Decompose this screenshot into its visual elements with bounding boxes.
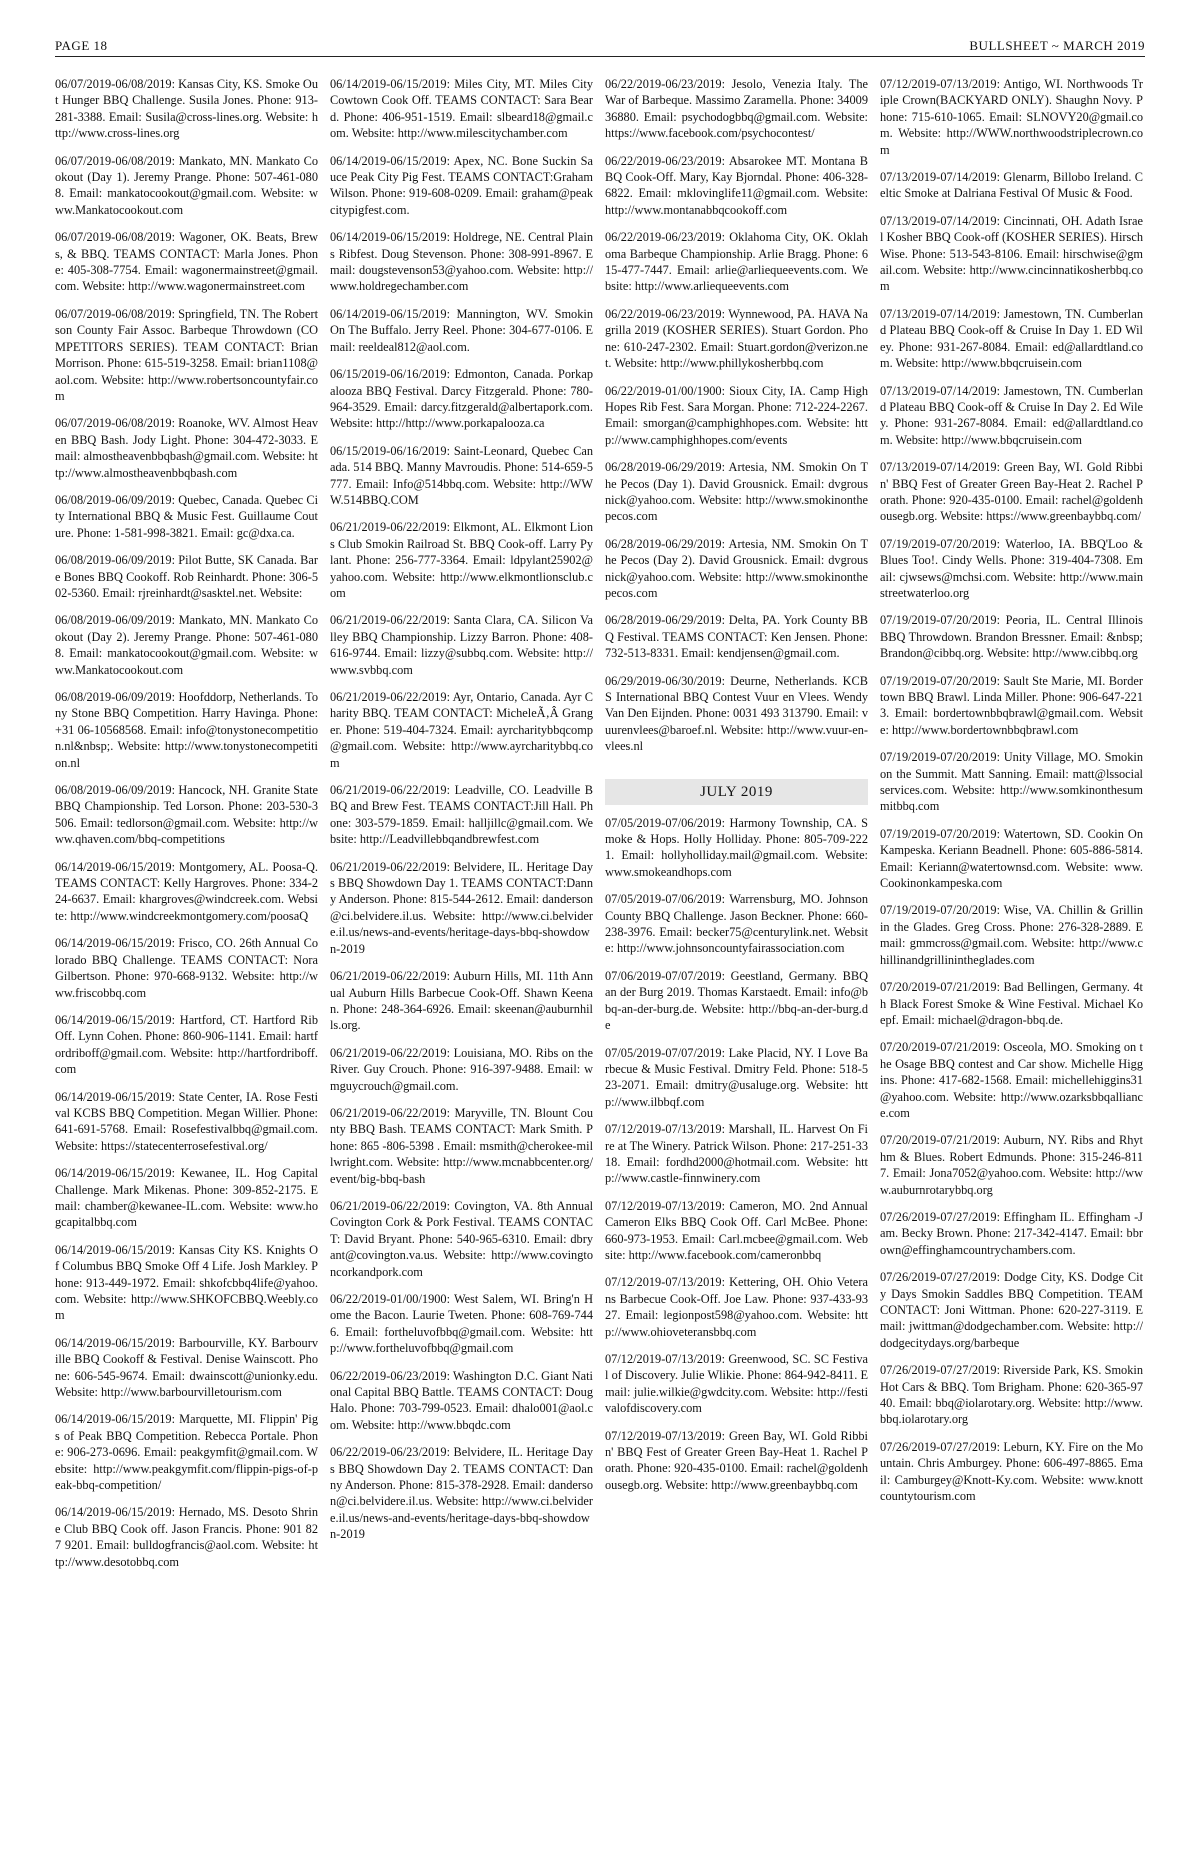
event-listing: 06/08/2019-06/09/2019: Hoofddorp, Netherlands. Tony Stone BBQ Competition. Harry Havinga. Phone: +31 06-10568568. Email: info@tonystonecompetition.nl&nbsp;. Website: http://www.tonystonecompetition.nl <box>55 690 318 770</box>
event-listing: 07/12/2019-07/13/2019: Cameron, MO. 2nd Annual Cameron Elks BBQ Cook Off. Carl McBee. Phone: 660-973-1953. Email: Carl.mcbee@gmail.com. Website: http://www.facebook.com/cameronbbq <box>605 1198 868 1262</box>
event-listings <box>55 76 1145 1836</box>
event-listing: 07/05/2019-07/07/2019: Lake Placid, NY. I Love Barbecue & Music Festival. Dmitry Feld. Phone: 518-523-2071. Email: dmitry@usaluge.org. Website: http://www.ilbbqf.com <box>605 1045 868 1109</box>
event-listing: 07/20/2019-07/21/2019: Bad Bellingen, Germany. 4th Black Forest Smoke & Wine Festival. Michael Koepf. Email: michael@dragon-bbq.de. <box>880 980 1143 1027</box>
publication-title: BULLSHEET ~ MARCH 2019 <box>969 38 1145 53</box>
event-listing: 06/22/2019-01/00/1900: Sioux City, IA. Camp High Hopes Rib Fest. Sara Morgan. Phone: 712-224-2267. Email: smorgan@camphighhopes.com. Website: http://www.camphighhopes.com/events <box>605 383 868 447</box>
event-listing: 07/06/2019-07/07/2019: Geestland, Germany. BBQ an der Burg 2019. Thomas Karstaedt. Email: info@bbq-an-der-burg.de. Website: http://bbq-an-der-burg.de <box>605 968 868 1033</box>
event-listing: 06/07/2019-06/08/2019: Springfield, TN. The Robertson County Fair Assoc. Barbeque Throwdown (COMPETITORS SERIES). TEAM CONTACT: Brian Morrison. Phone: 615-519-3258. Email: brian1108@aol.com. Website: http://www.robertsoncountyfair.com <box>55 306 318 403</box>
column-3 <box>605 76 868 1836</box>
event-listing: 06/21/2019-06/22/2019: Belvidere, IL. Heritage Days BBQ Showdown Day 1. TEAMS CONTACT:Danny Anderson. Phone: 815-544-2612. Email: danderson@ci.belvidere.il.us. Website: http://www.ci.belvidere.il.us/news-and-events/heritage-days-bbq-showdown-2019 <box>330 859 593 956</box>
event-listing: 06/07/2019-06/08/2019: Mankato, MN. Mankato Cookout (Day 1). Jeremy Prange. Phone: 507-461-0808. Email: mankatocookout@gmail.com. Website: www.Mankatocookout.com <box>55 153 318 217</box>
page-header <box>55 36 1145 57</box>
event-listing: 07/19/2019-07/20/2019: Waterloo, IA. BBQ'Loo & Blues Too!. Cindy Wells. Phone: 319-404-7308. Email: cjwsews@mchsi.com. Website: http://www.mainstreetwaterloo.org <box>880 536 1143 600</box>
event-listing: 06/14/2019-06/15/2019: Kansas City KS. Knights Of Columbus BBQ Smoke Off 4 Life. Josh Markley. Phone: 913-449-1972. Email: shkofcbbq4life@yahoo.com. Website: http://www.SHKOFCBBQ.Weebly.com <box>55 1242 318 1323</box>
event-listing: 07/13/2019-07/14/2019: Jamestown, TN. Cumberland Plateau BBQ Cook-off & Cruise In Day 1. ED Wiley. Phone: 931-267-8084. Email: ed@allardtland.com. Website: http://www.bbqcruisein.com <box>880 306 1143 371</box>
event-listing: 06/22/2019-06/23/2019: Jesolo, Venezia Italy. The War of Barbeque. Massimo Zaramella. Phone: 3400936880. Email: psychodogbbq@gmail.com. Website: https://www.facebook.com/psychocontest/ <box>605 77 868 141</box>
event-listing: 06/21/2019-06/22/2019: Santa Clara, CA. Silicon Valley BBQ Championship. Lizzy Barron. Phone: 408-616-9744. Email: lizzy@subbq.com. Website: http://www.svbbq.com <box>330 613 593 677</box>
event-listing: 06/07/2019-06/08/2019: Kansas City, KS. Smoke Out Hunger BBQ Challenge. Susila Jones. Phone: 913-281-3388. Email: Susila@cross-lines.org. Website: http://www.cross-lines.org <box>55 77 318 141</box>
event-listing: 06/21/2019-06/22/2019: Elkmont, AL. Elkmont Lions Club Smokin Railroad St. BBQ Cook-off. Larry Pylant. Phone: 256-777-3364. Email: ldpylant25902@yahoo.com. Website: http://www.elkmontlionsclub.com <box>330 520 593 600</box>
event-listing: 06/15/2019-06/16/2019: Saint-Leonard, Quebec Canada. 514 BBQ. Manny Mavroudis. Phone: 514-659-5777. Email: Info@514bbq.com. Website: http://WWW.514BBQ.COM <box>330 443 593 507</box>
event-listing: 06/21/2019-06/22/2019: Auburn Hills, MI. 11th Annual Auburn Hills Barbecue Cook-Off. Shawn Keenan. Phone: 248-364-6926. Email: skeenan@auburnhills.org. <box>330 969 593 1033</box>
event-listing: 07/26/2019-07/27/2019: Effingham IL. Effingham -Jam. Becky Brown. Phone: 217-342-4147. Email: bbrown@effinghamcountrychambers.com. <box>880 1209 1143 1257</box>
column-1 <box>55 76 318 1836</box>
event-listing: 07/20/2019-07/21/2019: Auburn, NY. Ribs and Rhythm & Blues. Robert Edmunds. Phone: 315-246-8117. Email: Jona7052@yahoo.com. Website: http://www.auburnrotarybbq.org <box>880 1133 1143 1197</box>
event-listing: 07/19/2019-07/20/2019: Unity Village, MO. Smokin on the Summit. Matt Sanning. Email: matt@lssocialservices.com. Website: http://www.somkinonthesummitbbq.com <box>880 750 1143 814</box>
event-listing: 06/08/2019-06/09/2019: Hancock, NH. Granite State BBQ Championship. Ted Lorson. Phone: 203-530-3506. Email: tedlorson@gmail.com. Website: http://www.qhaven.com/bbq-competitions <box>55 783 318 847</box>
event-listing: 07/19/2019-07/20/2019: Watertown, SD. Cookin On Kampeska. Keriann Beadnell. Phone: 605-886-5814. Email: Keriann@watertownsd.com. Website: www.Cookinonkampeska.com <box>880 826 1143 891</box>
event-listing: 06/28/2019-06/29/2019: Delta, PA. York County BBQ Festival. TEAMS CONTACT: Ken Jensen. Phone: 732-513-8331. Email: kendjensen@gmail.com. <box>605 613 868 661</box>
event-listing: 06/21/2019-06/22/2019: Covington, VA. 8th Annual Covington Cork & Pork Festival. TEAMS CONTACT: David Bryant. Phone: 540-965-6310. Email: dbryant@covington.va.us. Website: http://www.covingtoncorkandpork.com <box>330 1198 593 1279</box>
event-listing: 07/13/2019-07/14/2019: Glenarm, Billobo Ireland. Celtic Smoke at Dalriana Festival Of Music & Food. <box>880 170 1143 201</box>
event-listing: 07/12/2019-07/13/2019: Kettering, OH. Ohio Veterans Barbecue Cook-Off. Joe Law. Phone: 937-433-9327. Email: legionpost598@yahoo.com. Website: http://www.ohioveteransbbq.com <box>605 1275 868 1339</box>
column-4 <box>880 76 1143 1836</box>
event-listing: 06/15/2019-06/16/2019: Edmonton, Canada. Porkapalooza BBQ Festival. Darcy Fitzgerald. Phone: 780-964-3529. Email: darcy.fitzgerald@albertapork.com. Website: http://http://www.porkapalooza.ca <box>330 367 593 431</box>
event-listing: 06/14/2019-06/15/2019: Marquette, MI. Flippin' Pigs of Peak BBQ Competition. Rebecca Portale. Phone: 906-273-0696. Email: peakgymfit@gmail.com. Website: http://www.peakgymfit.com/flippin-pigs-of-peak-bbq-competition/ <box>55 1412 318 1493</box>
event-listing: 07/26/2019-07/27/2019: Leburn, KY. Fire on the Mountain. Chris Amburgey. Phone: 606-497-8865. Email: Camburgey@Knott-Ky.com. Website: www.knottcountytourism.com <box>880 1439 1143 1504</box>
event-listing: 06/21/2019-06/22/2019: Leadville, CO. Leadville BBQ and Brew Fest. TEAMS CONTACT:Jill Hall. Phone: 303-579-1859. Email: halljillc@gmail.com. Website: http://Leadvillebbqandbrewfest.com <box>330 783 593 847</box>
event-listing: 06/22/2019-01/00/1900: West Salem, WI. Bring'n Home the Bacon. Laurie Tweten. Phone: 608-769-7446. Email: fortheluvofbbq@gmail.com. Website: http://www.fortheluvofbbq@gmail.com <box>330 1292 593 1356</box>
event-listing: 06/21/2019-06/22/2019: Ayr, Ontario, Canada. Ayr Charity BBQ. TEAM CONTACT: MicheleÃ‚Â Granger. Phone: 519-404-7324. Email: ayrcharitybbqcomp@gmail.com. Website: http://www.ayrcharitybbq.com <box>330 690 593 770</box>
page-number: PAGE 18 <box>55 38 108 53</box>
event-listing: 06/14/2019-06/15/2019: Barbourville, KY. Barbourville BBQ Cookoff & Festival. Denise Wainscott. Phone: 606-545-9674. Email: dwainscott@unionky.edu. Website: http://www.barbourvilletourism.com <box>55 1335 318 1400</box>
event-listing: 07/19/2019-07/20/2019: Wise, VA. Chillin & Grillin in the Glades. Greg Cross. Phone: 276-328-2889. Email: gmmcross@gmail.com. Website: http://www.chillinandgrillinintheglades.com <box>880 903 1143 967</box>
event-listing: 06/21/2019-06/22/2019: Louisiana, MO. Ribs on the River. Guy Crouch. Phone: 916-397-9488. Email: wmguycrouch@gmail.com. <box>330 1045 593 1093</box>
event-listing: 06/22/2019-06/23/2019: Oklahoma City, OK. Oklahoma Barbeque Championship. Arlie Bragg. Phone: 615-477-7447. Email: arlie@arliequeevents.com. Website: http://www.arliequeevents.com <box>605 230 868 294</box>
event-listing: 07/13/2019-07/14/2019: Green Bay, WI. Gold Ribbin' BBQ Fest of Greater Green Bay-Heat 2. Rachel Porath. Phone: 920-435-0100. Email: rachel@goldenhousegb.org. Website: https://www.greenbaybbq.com/ <box>880 460 1143 524</box>
event-listing: 06/22/2019-06/23/2019: Wynnewood, PA. HAVA Nagrilla 2019 (KOSHER SERIES). Stuart Gordon. Phone: 610-247-2302. Email: Stuart.gordon@verizon.net. Website: http://www.phillykosherbbq.com <box>605 306 868 371</box>
event-listing: 07/19/2019-07/20/2019: Sault Ste Marie, MI. Bordertown BBQ Brawl. Linda Miller. Phone: 906-647-2213. Email: bordertownbbqbrawl@gmail.com. Website: http://www.bordertownbbqbrawl.com <box>880 673 1143 737</box>
event-listing: 06/07/2019-06/08/2019: Roanoke, WV. Almost Heaven BBQ Bash. Jody Light. Phone: 304-472-3033. Email: almostheavenbbqbash@gmail.com. Website: http://www.almostheavenbbqbash.com <box>55 416 318 480</box>
event-listing: 06/08/2019-06/09/2019: Quebec, Canada. Quebec City International BBQ & Music Fest. Guillaume Couture. Phone: 1-581-998-3821. Email: gc@dxa.ca. <box>55 492 318 540</box>
event-listing: 06/14/2019-06/15/2019: State Center, IA. Rose Festival KCBS BBQ Competition. Megan Willier. Phone: 641-691-5768. Email: Rosefestivalbbq@gmail.com. Website: https://statecenterrosefestival.org/ <box>55 1089 318 1153</box>
event-listing: 07/12/2019-07/13/2019: Green Bay, WI. Gold Ribbin' BBQ Fest of Greater Green Bay-Heat 1. Rachel Porath. Phone: 920-435-0100. Email: rachel@goldenhousegb.org. Website: http://www.greenbaybbq.com <box>605 1428 868 1492</box>
event-listing: 07/13/2019-07/14/2019: Jamestown, TN. Cumberland Plateau BBQ Cook-off & Cruise In Day 2. Ed Wiley. Phone: 931-267-8084. Email: ed@allardtland.com. Website: http://www.bbqcruisein.com <box>880 383 1143 447</box>
event-listing: 07/05/2019-07/06/2019: Warrensburg, MO. Johnson County BBQ Challenge. Jason Beckner. Phone: 660-238-3976. Email: becker75@centurylink.net. Website: http://www.johnsoncountyfairassociation.com <box>605 892 868 956</box>
event-listing: 07/12/2019-07/13/2019: Greenwood, SC. SC Festival of Discovery. Julie Wlikie. Phone: 864-942-8411. Email: julie.wilkie@gwdcity.com. Website: http://festivalofdiscovery.com <box>605 1352 868 1416</box>
event-listing: 06/22/2019-06/23/2019: Belvidere, IL. Heritage Days BBQ Showdown Day 2. TEAMS CONTACT: Danny Anderson. Phone: 815-378-2928. Email: danderson@ci.belvidere.il.us. Website: http://www.ci.belvidere.il.us/news-and-events/heritage-days-bbq-showdown-2019 <box>330 1445 593 1542</box>
column-2 <box>330 76 593 1836</box>
event-listing: 06/14/2019-06/15/2019: Apex, NC. Bone Suckin Sauce Peak City Pig Fest. TEAMS CONTACT:Graham Wilson. Phone: 919-608-0209. Email: graham@peakcitypigfest.com. <box>330 153 593 217</box>
event-listing: 07/13/2019-07/14/2019: Cincinnati, OH. Adath Israel Kosher BBQ Cook-off (KOSHER SERIES). Hirsch Wise. Phone: 513-543-8106. Email: hirschwise@gmail.com. Website: http://www.cincinnatikosherbbq.com <box>880 213 1143 294</box>
event-listing: 06/14/2019-06/15/2019: Frisco, CO. 26th Annual Colorado BBQ Challenge. TEAMS CONTACT: Nora Gilbertson. Phone: 970-668-9132. Website: http://www.friscobbq.com <box>55 936 318 1000</box>
event-listing: 06/14/2019-06/15/2019: Holdrege, NE. Central Plains Ribfest. Doug Stevenson. Phone: 308-991-8967. Email: dougstevenson53@yahoo.com. Website: http://www.holdregechamber.com <box>330 230 593 294</box>
event-listing: 06/14/2019-06/15/2019: Miles City, MT. Miles City Cowtown Cook Off. TEAMS CONTACT: Sara Beard. Phone: 406-951-1519. Email: slbeard18@gmail.com. Website: http://www.milescitychamber.com <box>330 77 593 141</box>
event-listing: 06/28/2019-06/29/2019: Artesia, NM. Smokin On The Pecos (Day 1). David Grousnick. Email: dvgrousnick@yahoo.com. Website: http://www.smokinonthepecos.com <box>605 460 868 524</box>
event-listing: 06/14/2019-06/15/2019: Hartford, CT. Hartford Rib Off. Lynn Cohen. Phone: 860-906-1141. Email: hartfordriboff@gmail.com. Website: http://hartfordriboff.com <box>55 1012 318 1077</box>
event-listing: 07/05/2019-07/06/2019: Harmony Township, CA. Smoke & Hops. Holly Holliday. Phone: 805-709-2221. Email: hollyholliday.mail@gmail.com. Website: www.smokeandhops.com <box>605 815 868 879</box>
event-listing: 06/22/2019-06/23/2019: Washington D.C. Giant National Capital BBQ Battle. TEAMS CONTACT: Doug Halo. Phone: 703-799-0523. Email: dhalo001@aol.com. Website: http://www.bbqdc.com <box>330 1368 593 1432</box>
event-listing: 06/07/2019-06/08/2019: Wagoner, OK. Beats, Brews, & BBQ. TEAMS CONTACT: Marla Jones. Phone: 405-308-7754. Email: wagonermainstreet@gmail.com. Website: http://www.wagonermainstreet.com <box>55 230 318 294</box>
event-listing: 07/12/2019-07/13/2019: Marshall, IL. Harvest On Fire at The Winery. Patrick Wilson. Phone: 217-251-3318. Email: fordhd2000@hotmail.com. Website: http://www.castle-finnwinery.com <box>605 1122 868 1186</box>
event-listing: 06/28/2019-06/29/2019: Artesia, NM. Smokin On The Pecos (Day 2). David Grousnick. Email: dvgrousnick@yahoo.com. Website: http://www.smokinonthepecos.com <box>605 536 868 600</box>
event-listing: 06/08/2019-06/09/2019: Mankato, MN. Mankato Cookout (Day 2). Jeremy Prange. Phone: 507-461-0808. Email: mankatocookout@gmail.com. Website: www.Mankatocookout.com <box>55 613 318 677</box>
event-listing: 07/19/2019-07/20/2019: Peoria, IL. Central Illinois BBQ Throwdown. Brandon Bressner. Email: &nbsp;Brandon@cibbq.org. Website: http://www.cibbq.org <box>880 613 1143 661</box>
event-listing: 06/14/2019-06/15/2019: Hernado, MS. Desoto Shrine Club BBQ Cook off. Jason Francis. Phone: 901 827 9201. Email: bulldogfrancis@aol.com. Website: http://www.desotobbq.com <box>55 1505 318 1569</box>
event-listing: 06/14/2019-06/15/2019: Montgomery, AL. Poosa-Q. TEAMS CONTACT: Kelly Hargroves. Phone: 334-224-6637. Email: khargroves@windcreek.com. Website: http://www.windcreekmontgomery.com/poosaQ <box>55 859 318 923</box>
event-listing: 07/26/2019-07/27/2019: Dodge City, KS. Dodge City Days Smokin Saddles BBQ Competition. TEAM CONTACT: Joni Wittman. Phone: 620-227-3119. Email: jwittman@dodgechamber.com. Website: http://dodgecitydays.org/barbeque <box>880 1270 1143 1350</box>
event-listing: 07/26/2019-07/27/2019: Riverside Park, KS. Smokin Hot Cars & BBQ. Tom Brigham. Phone: 620-365-9740. Email: bbq@iolarotary.org. Website: http://www.bbq.iolarotary.org <box>880 1363 1143 1427</box>
event-listing: 07/12/2019-07/13/2019: Antigo, WI. Northwoods Triple Crown(BACKYARD ONLY). Shaughn Novy. Phone: 715-610-1065. Email: SLNOVY20@gmail.com. Website: http://WWW.northwoodstriplecrown.com <box>880 77 1143 157</box>
event-listing: 06/14/2019-06/15/2019: Kewanee, IL. Hog Capital Challenge. Mark Mikenas. Phone: 309-852-2175. Email: chamber@kewanee-IL.com. Website: www.hogcapitalbbq.com <box>55 1166 318 1230</box>
event-listing: 07/20/2019-07/21/2019: Osceola, MO. Smoking on the Osage BBQ contest and Car show. Michelle Higgins. Phone: 417-682-1568. Email: michellehiggins31@yahoo.com. Website: http://www.ozarksbbqalliance.com <box>880 1040 1143 1120</box>
event-listing: 06/21/2019-06/22/2019: Maryville, TN. Blount County BBQ Bash. TEAMS CONTACT: Mark Smith. Phone: 865 -806-5398 . Email: msmith@cherokee-millwright.com. Website: http://www.mcnabbcenter.org/event/big-bbq-bash <box>330 1105 593 1186</box>
event-listing: 06/14/2019-06/15/2019: Mannington, WV. Smokin On The Buffalo. Jerry Reel. Phone: 304-677-0106. Email: reeldeal812@aol.com. <box>330 306 593 354</box>
month-section-heading: JULY 2019 <box>605 779 868 805</box>
event-listing: 06/29/2019-06/30/2019: Deurne, Netherlands. KCBS International BBQ Contest Vuur en Vlees. Wendy Van Den Eijnden. Phone: 0031 493 313790. Email: vuurenvlees@baroef.nl. Website: http://www.vuur-en-vlees.nl <box>605 673 868 754</box>
event-listing: 06/08/2019-06/09/2019: Pilot Butte, SK Canada. Bare Bones BBQ Cookoff. Rob Reinhardt. Phone: 306-502-5360. Email: rjreinhardt@sasktel.net. Website: <box>55 553 318 600</box>
event-listing: 06/22/2019-06/23/2019: Absarokee MT. Montana BBQ Cook-Off. Mary, Kay Bjorndal. Phone: 406-328-6822. Email: mklovinglife11@gmail.com. Website: http://www.montanabbqcookoff.com <box>605 153 868 217</box>
